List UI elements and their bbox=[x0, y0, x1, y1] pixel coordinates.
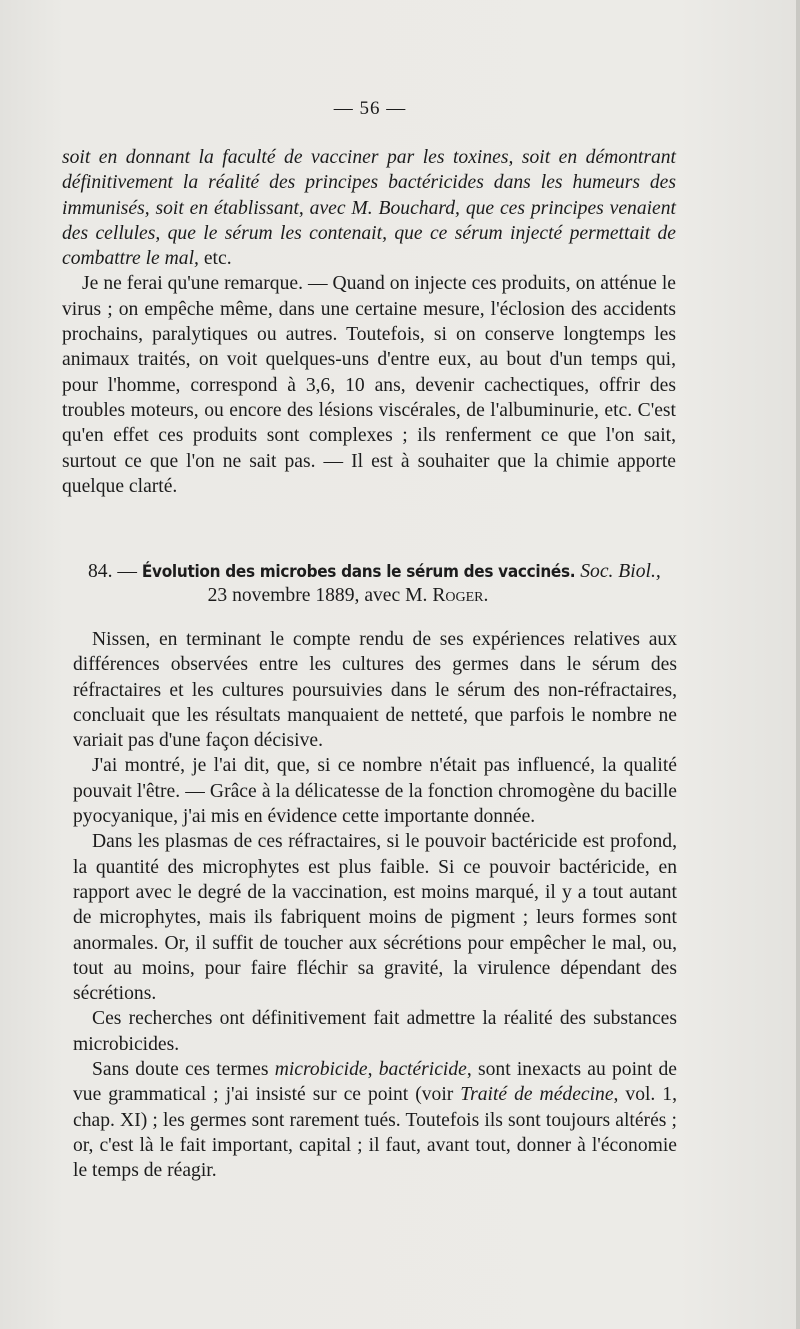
page-edge bbox=[796, 0, 800, 1329]
p5-sep: , bbox=[367, 1059, 373, 1081]
p5-c: , vol. 1, chap. XI) ; les germes sont rarement tués. Toutefois ils sont toujours altérés ; or, c'est là le fait important, capital ; il faut, avant tout, donner à l'économie le temps de réagir. bbox=[73, 1084, 677, 1182]
section-heading bbox=[88, 560, 688, 608]
section-date-line bbox=[88, 584, 608, 608]
remark-paragraph: Je ne ferai qu'une remarque. — Quand on injecte ces produits, on atténue le virus ; on empêche même, dans une certaine mesure, l'éclosion des accidents prochains, paralytiques ou autres. Toutefois, si on conserve longtemps les animaux traités, on voit quelques-uns d'entre eux, au bout d'un temps qui, pour l'homme, correspond à 3,6, 10 ans, devenir cachectiques, offrir des troubles moteurs, ou encore des lésions viscérales, de l'albuminurie, etc. C'est qu'en effet ces produits sont complexes ; ils renferment ce que l'on sait, surtout ce que l'on ne sait pas. — Il est à souhaiter que la chimie apporte quelque clarté. bbox=[62, 273, 676, 497]
paragraph-3: Dans les plasmas de ces réfractaires, si le pouvoir bactéricide est profond, la quantité des microphytes est plus faible. Si ce pouvoir bactéricide, en rapport avec le degré de la vaccination, est moins marqué, il y a tout autant de microphytes, mais ils fabriquent moins de pigment ; leurs formes sont anormales. Or, il suffit de toucher aux sécrétions pour empêcher le mal, ou, tout au moins, pour faire fléchir sa gravité, la virulence dépendant des sécrétions. bbox=[73, 831, 677, 1005]
intro-paragraph bbox=[62, 145, 676, 499]
term-microbicide: microbicide bbox=[274, 1059, 368, 1081]
section-date: 23 novembre 1889, avec M. bbox=[207, 585, 428, 606]
section-title: Évolution des microbes dans le sérum des vaccinés. bbox=[141, 562, 576, 582]
intro-tail: etc. bbox=[198, 248, 232, 270]
section-author: Roger. bbox=[432, 585, 489, 606]
term-bactericide: bactéricide bbox=[378, 1059, 467, 1081]
section-body bbox=[73, 627, 677, 1184]
paragraph-2: J'ai montré, je l'ai dit, que, si ce nombre n'était pas influencé, la qualité pouvait l'être. — Grâce à la délicatesse de la fonction chromogène du bacille pyocyanique, j'ai mis en évidence cette importante donnée. bbox=[73, 755, 677, 828]
paragraph-1: Nissen, en terminant le compte rendu de ses expériences relatives aux différences observées entre les cultures des germes dans le sérum des réfractaires et les cultures poursuivies dans le sérum des non-réfractaires, concluait que les résultats manquaient de netteté, que parfois le nombre ne variait pas d'une façon décisive. bbox=[73, 629, 677, 752]
paragraph-5 bbox=[73, 1057, 677, 1183]
p5-a: Sans doute ces termes bbox=[92, 1059, 269, 1081]
p5-b: , sont inexacts au point de vue grammatical ; j'ai insisté sur ce point (voir bbox=[73, 1059, 677, 1106]
section-journal: Soc. Biol., bbox=[580, 561, 661, 582]
paragraph-4: Ces recherches ont définitivement fait admettre la réalité des substances microbicides. bbox=[73, 1008, 677, 1055]
reference-title: Traité de médecine bbox=[460, 1084, 614, 1106]
section-number: 84. — bbox=[88, 561, 137, 582]
intro-italic-text: soit en donnant la faculté de vacciner par les toxines, soit en démontrant définitivement la réalité des principes bactéricides dans les humeurs des immunisés, soit en établissant, avec M. Bouchard, que ces principes venaient des cellules, que le sérum les contenait, que ce sérum injecté permettait de combattre le mal, bbox=[62, 147, 676, 270]
page-number: — 56 — bbox=[333, 98, 407, 119]
